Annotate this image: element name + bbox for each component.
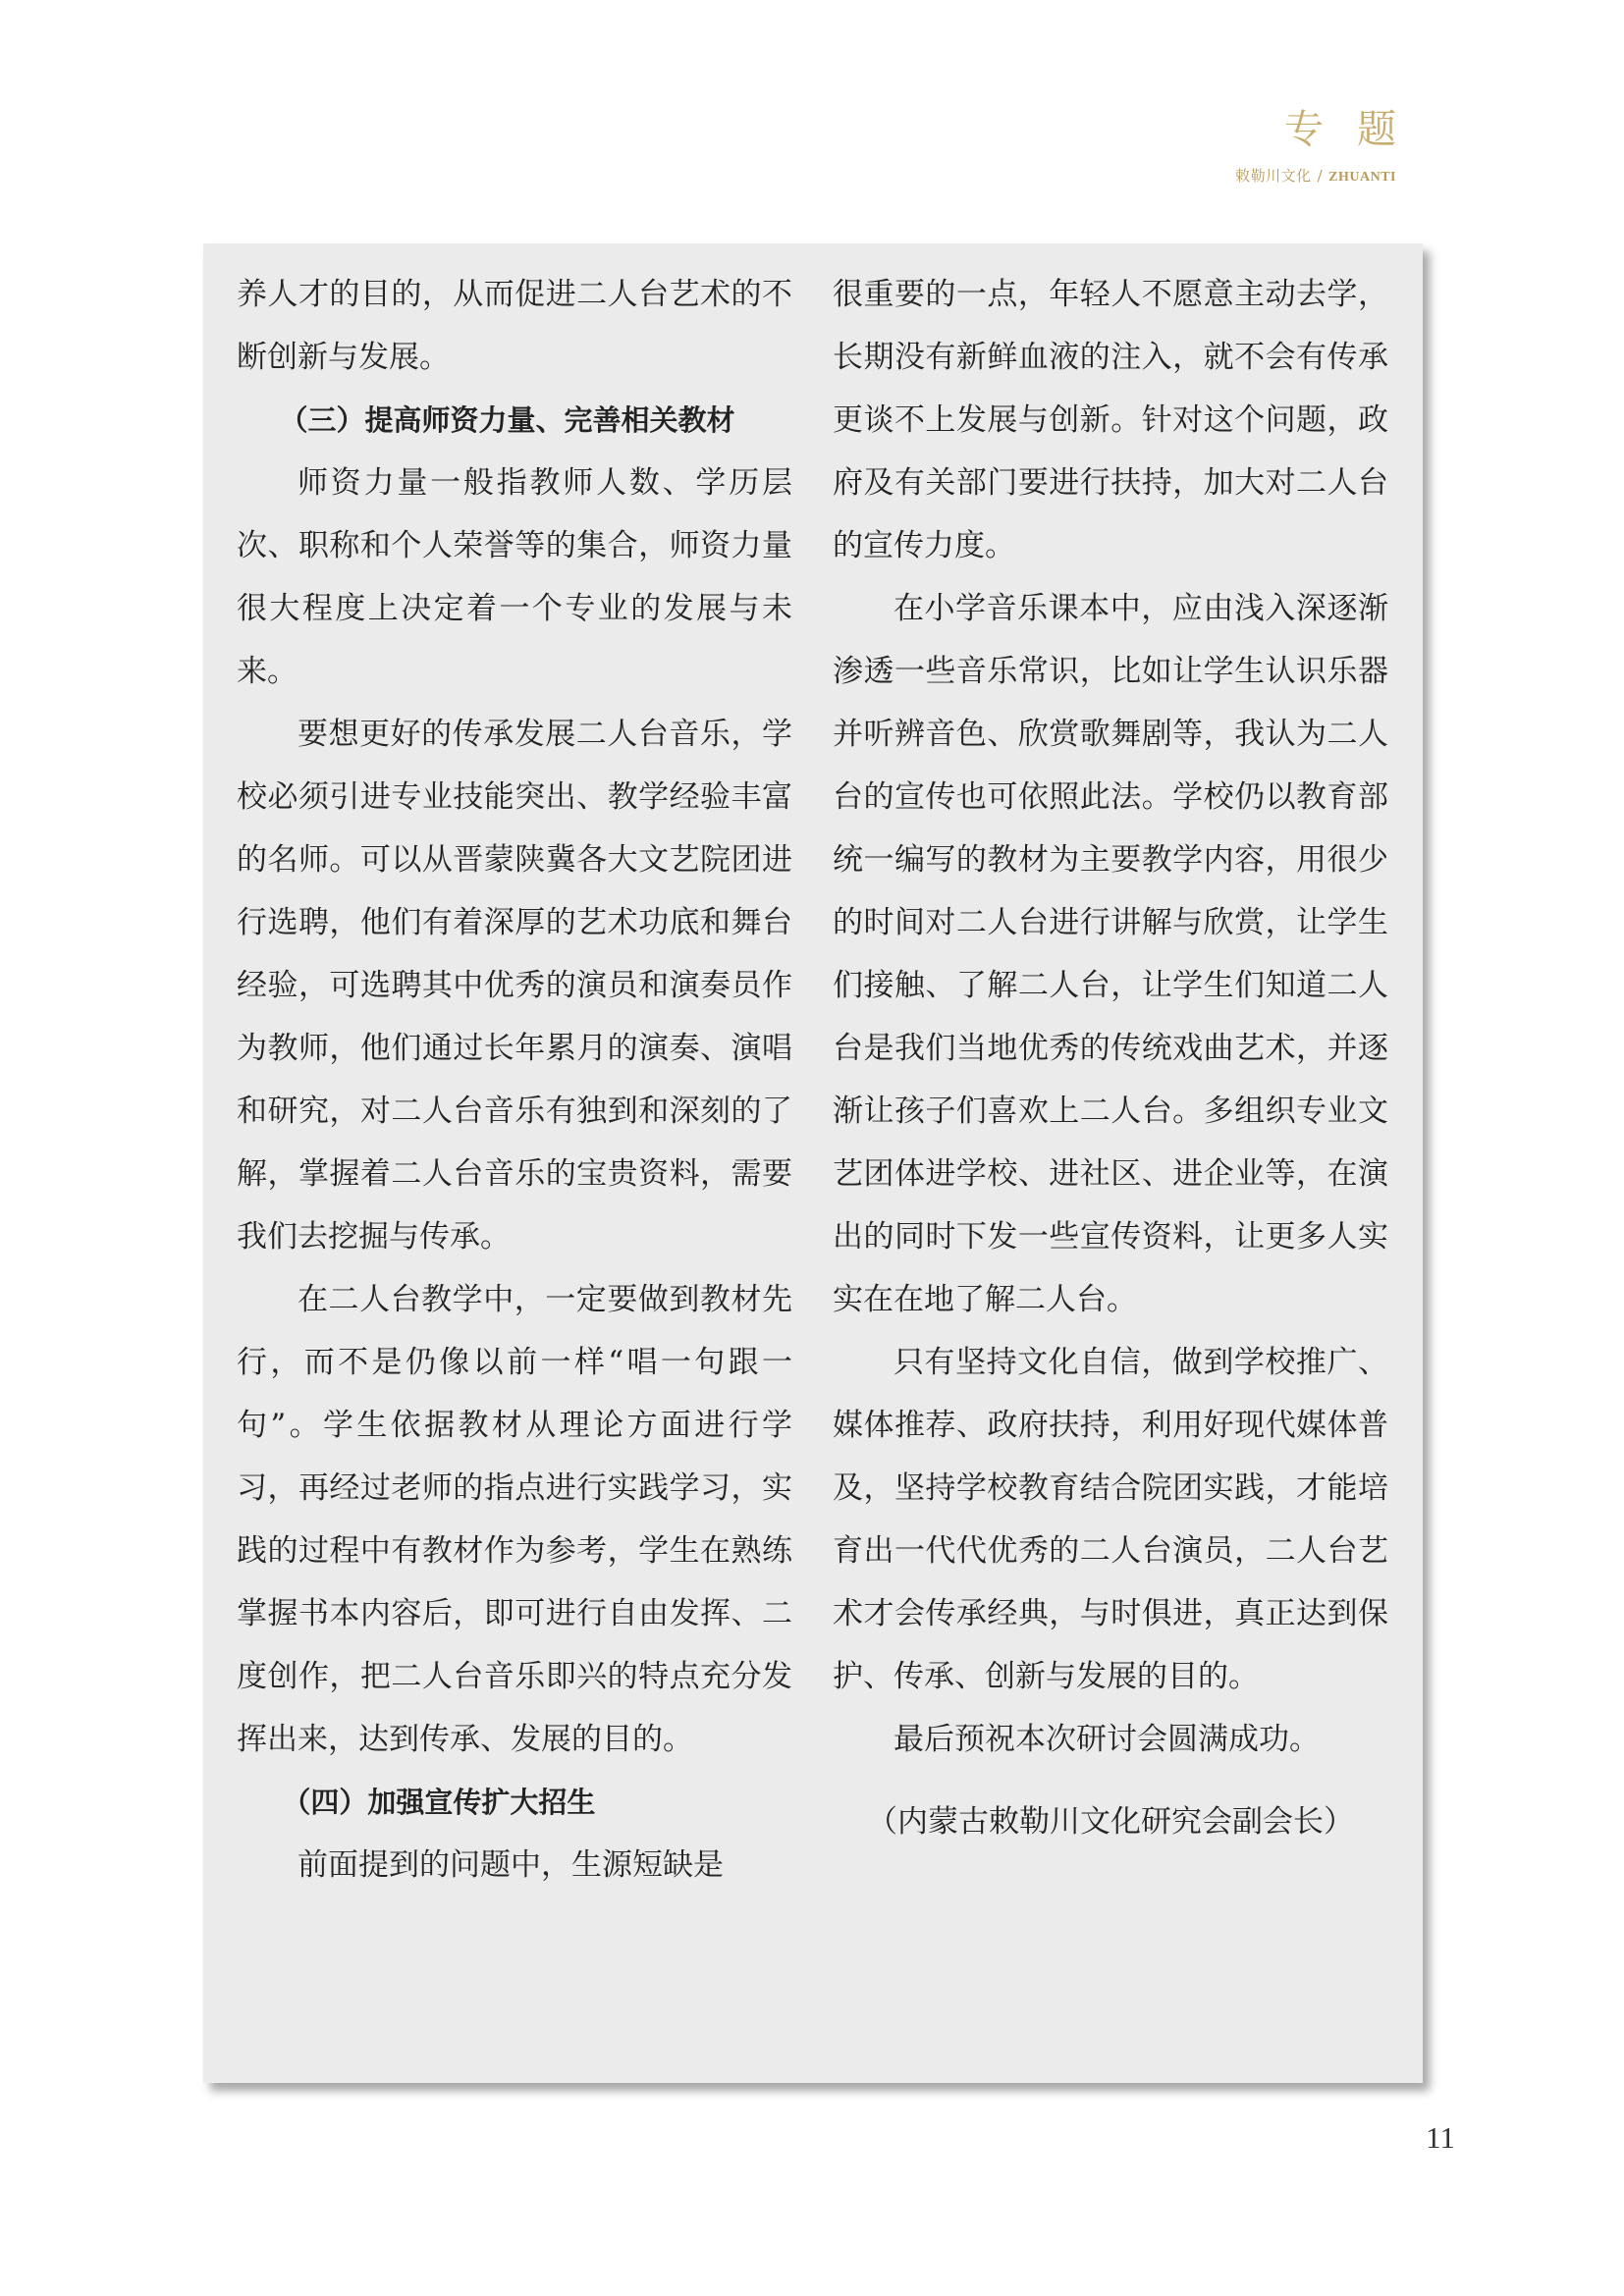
- page-header: [1235, 107, 1430, 186]
- right-column: [833, 263, 1388, 1853]
- paragraph: 在小学音乐课本中，应由浅入深逐渐渗透一些音乐常识，比如让学生认识乐器并听辨音色、欣赏歌舞剧等，我认为二人台的宣传也可依照此法。学校仍以教育部统一编写的教材为主要教学内容，用很少的时间对二人台进行讲解与欣赏，让学生们接触、了解二人台，让学生们知道二人台是我们当地优秀的传统戏曲艺术，并逐渐让孩子们喜欢上二人台。多组织专业文艺团体进学校、进社区、进企业等，在演出的同时下发一些宣传资料，让更多人实实在在地了解二人台。: [833, 591, 1388, 1317]
- paragraph: 只有坚持文化自信，做到学校推广、媒体推荐、政府扶持，利用好现代媒体普及，坚持学校教育结合院团实践，才能培育出一代代优秀的二人台演员，二人台艺术才会传承经典，与时俱进，真正达到保护、传承、创新与发展的目的。: [833, 1345, 1388, 1694]
- paragraph: 在二人台教学中，一定要做到教材先行，而不是仍像以前一样“唱一句跟一句”。学生依据教材从理论方面进行学习，再经过老师的指点进行实践学习，实践的过程中有教材作为参考，学生在熟练掌握书本内容后，即可进行自由发挥、二度创作，把二人台音乐即兴的特点充分发挥出来，达到传承、发展的目的。: [237, 1282, 792, 1757]
- closing-line: 最后预祝本次研讨会圆满成功。: [893, 1722, 1320, 1757]
- article-panel: [203, 243, 1423, 2083]
- paragraph: 师资力量一般指教师人数、学历层次、职称和个人荣誉等的集合，师资力量很大程度上决定着一个专业的发展与未来。: [237, 465, 792, 689]
- section-heading-4: （四）加强宣传扩大招生: [282, 1786, 596, 1819]
- paragraph-continuation: 很重要的一点，年轻人不愿意主动去学，长期没有新鲜血液的注入，就不会有传承更谈不上发展与创新。针对这个问题，政府及有关部门要进行扶持，加大对二人台的宣传力度。: [833, 277, 1388, 563]
- section-heading-3: （三）提高师资力量、完善相关教材: [279, 403, 735, 437]
- paragraph: 要想更好的传承发展二人台音乐，学校必须引进专业技能突出、教学经验丰富的名师。可以从晋蒙陕冀各大文艺院团进行选聘，他们有着深厚的艺术功底和舞台经验，可选聘其中优秀的演员和演奏员作为教师，他们通过长年累月的演奏、演唱和研究，对二人台音乐有独到和深刻的了解，掌握着二人台音乐的宝贵资料，需要我们去挖掘与传承。: [237, 717, 792, 1255]
- subtitle-separator: /: [1317, 167, 1324, 185]
- author-signature: （内蒙古敕勒川文化研究会副会长）: [867, 1804, 1354, 1840]
- section-title: 专题: [1284, 107, 1430, 152]
- page-number: 11: [1426, 2120, 1455, 2155]
- section-subtitle: [1235, 165, 1396, 186]
- left-column: [237, 263, 792, 1896]
- paragraph: 前面提到的问题中，生源短缺是: [298, 1847, 724, 1883]
- subtitle-en: ZHUANTI: [1328, 170, 1396, 185]
- paragraph-continuation: 养人才的目的，从而促进二人台艺术的不断创新与发展。: [237, 277, 792, 375]
- subtitle-cn: 敕勒川文化: [1235, 167, 1312, 185]
